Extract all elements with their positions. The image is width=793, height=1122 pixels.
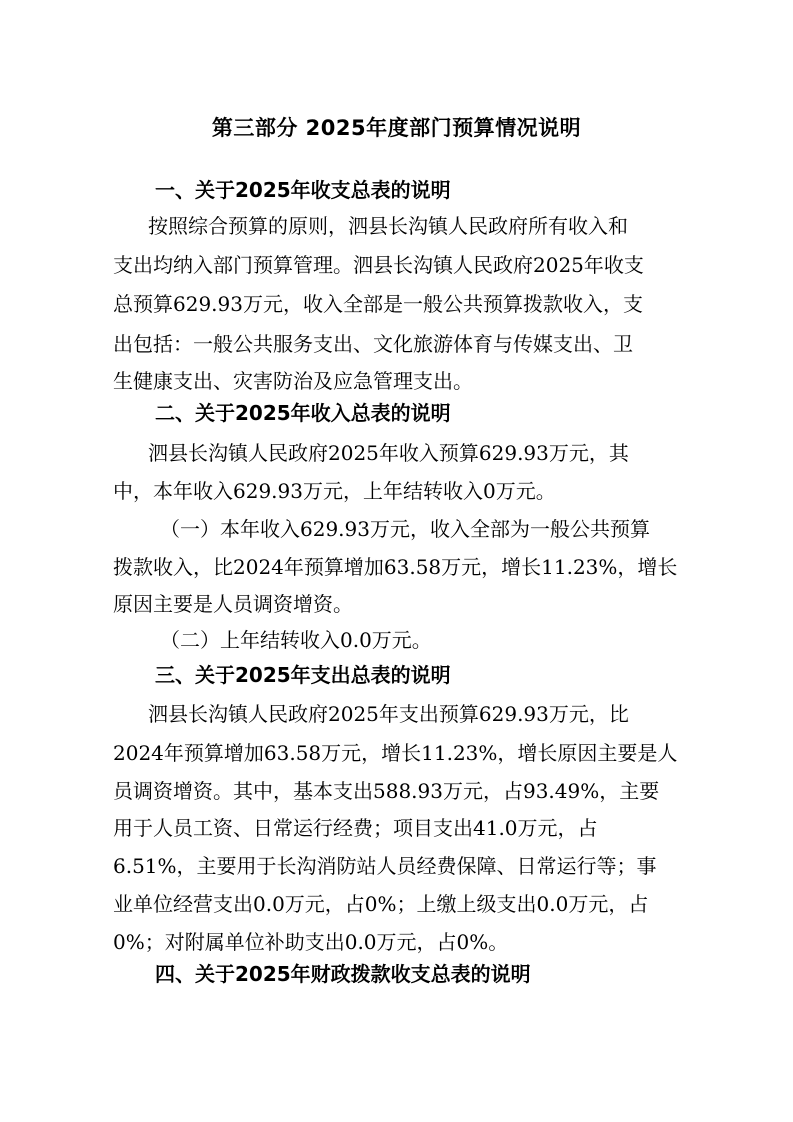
- page-title: 第三部分 2025年度部门预算情况说明: [211, 116, 582, 140]
- section-heading-2: 二、关于2025年收入总表的说明: [155, 401, 451, 425]
- paragraph-line: 用于人员工资、日常运行经费；项目支出41.0万元，占: [113, 816, 598, 840]
- paragraph-line: （一）本年收入629.93万元，收入全部为一般公共预算: [160, 517, 650, 541]
- paragraph-line: 中，本年收入629.93万元，上年结转收入0万元。: [113, 479, 556, 503]
- paragraph-line: 按照综合预算的原则，泗县长沟镇人民政府所有收入和: [148, 214, 628, 238]
- paragraph-line: 6.51%，主要用于长沟消防站人员经费保障、日常运行等；事: [113, 854, 657, 878]
- paragraph-line: 生健康支出、灾害防治及应急管理支出。: [113, 369, 473, 393]
- paragraph-line: 员调资增资。其中，基本支出588.93万元，占93.49%，主要: [113, 779, 660, 803]
- paragraph-line: 总预算629.93万元，收入全部是一般公共预算拨款收入，支: [113, 292, 643, 316]
- paragraph-line: 业单位经营支出0.0万元，占0%；上缴上级支出0.0万元，占: [113, 892, 649, 916]
- section-heading-1: 一、关于2025年收支总表的说明: [155, 178, 451, 202]
- paragraph-line: 泗县长沟镇人民政府2025年收入预算629.93万元，其: [148, 441, 629, 465]
- paragraph-line: 2024年预算增加63.58万元，增长11.23%，增长原因主要是人: [113, 741, 678, 765]
- paragraph-line: 拨款收入，比2024年预算增加63.58万元，增长11.23%，增长: [113, 555, 678, 579]
- paragraph-line: 出包括：一般公共服务支出、文化旅游体育与传媒支出、卫: [113, 332, 633, 356]
- section-heading-4: 四、关于2025年财政拨款收支总表的说明: [155, 962, 531, 986]
- paragraph-line: 支出均纳入部门预算管理。泗县长沟镇人民政府2025年收支: [113, 253, 644, 277]
- paragraph-line: 0%；对附属单位补助支出0.0万元，占0%。: [113, 930, 509, 954]
- paragraph-line: （二）上年结转收入0.0万元。: [160, 628, 432, 652]
- paragraph-line: 原因主要是人员调资增资。: [113, 592, 353, 616]
- paragraph-line: 泗县长沟镇人民政府2025年支出预算629.93万元，比: [148, 702, 629, 726]
- section-heading-3: 三、关于2025年支出总表的说明: [155, 663, 451, 687]
